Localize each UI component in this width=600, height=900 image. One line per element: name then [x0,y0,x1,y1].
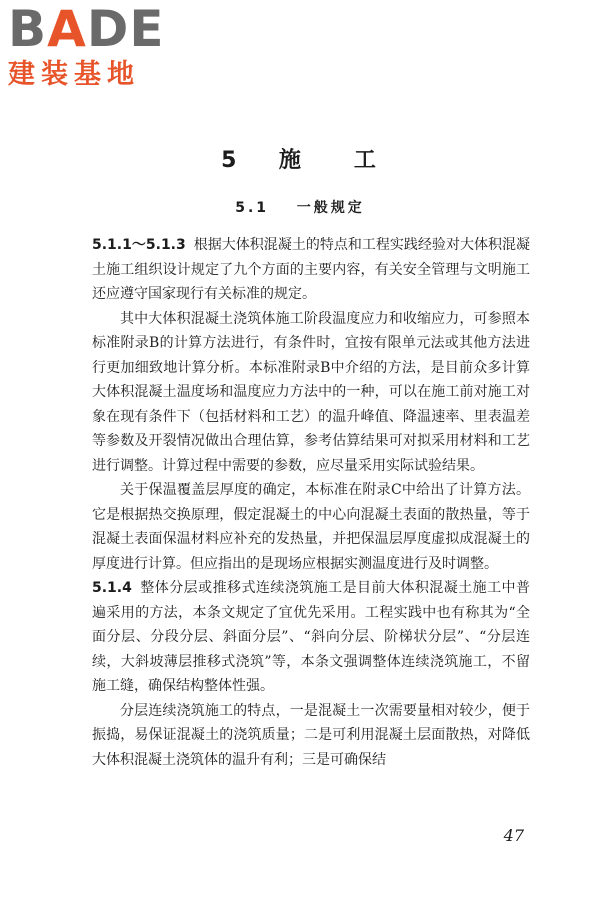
paragraph [92,307,530,479]
paragraph-text: 关于保温覆盖层厚度的确定，本标准在附录C中给出了计算方法。它是根据热交换原理，假定混凝土的中心向混凝土表面的散热量，等于混凝土表面保温材料应补充的发热量，并把保温层厚度虚拟成混凝土的厚度进行计算。但应指出的是现场应根据实测温度进行及时调整。 [92,482,530,572]
paragraph-text: 其中大体积混凝土浇筑体施工阶段温度应力和收缩应力，可参照本标准附录B的计算方法进行，有条件时，宜按有限单元法或其他方法进行更加细致地计算分析。本标准附录B中介绍的方法，是目前众多计算大体积混凝土温度场和温度应力方法中的一种，可以在施工前对施工对象在现有条件下（包括材料和工艺）的温升峰值、降温速率、里表温差等参数及开裂情况做出合理估算，参考估算结果可对拟采用材料和工艺进行调整。计算过程中需要的参数，应尽量采用实际试验结果。 [92,310,530,474]
section-number: 5.1 [235,200,270,216]
chapter-title [0,143,600,174]
logo-letters: DE [86,0,165,58]
paragraph-text: 根据大体积混凝土的特点和工程实践经验对大体积混凝土施工组织设计规定了九个方面的主要内容，有关安全管理与文明施工还应遵守国家现行有关标准的规定。 [92,237,530,302]
chapter-name: 施 工 [278,148,379,173]
paragraph-text: 分层连续浇筑施工的特点，一是混凝土一次需要量相对较少，便于振捣，易保证混凝土的浇筑质量；二是可利用混凝土层面散热，对降低大体积混凝土浇筑体的温升有利；三是可确保结 [92,702,530,768]
body-text [92,233,530,772]
paragraph-text: 整体分层或推移式连续浇筑施工是目前大体积混凝土施工中普遍采用的方法，本条文规定了宜优先采用。工程实践中也有称其为“全面分层、分段分层、斜面分层”、“斜向分层、阶梯状分层”、“分层连续，大斜坡薄层推移式浇筑”等，本条文强调整体连续浇筑施工，不留施工缝，确保结构整体性强。 [92,580,530,694]
logo [8,0,178,96]
clause-number: 5.1.4 [92,580,132,596]
logo-wordmark [8,0,178,58]
section-name: 一般规定 [296,200,365,216]
paragraph [92,233,530,307]
logo-letter: B [8,0,48,58]
section-title [0,197,600,217]
clause-number: 5.1.1～5.1.3 [92,237,186,253]
paragraph [92,576,530,699]
paragraph [92,478,530,576]
paragraph [92,699,530,773]
logo-subtitle: 建装基地 [8,59,140,90]
page-number: 47 [503,826,524,845]
chapter-number: 5 [221,148,240,173]
logo-accent-letter: A [47,0,87,58]
